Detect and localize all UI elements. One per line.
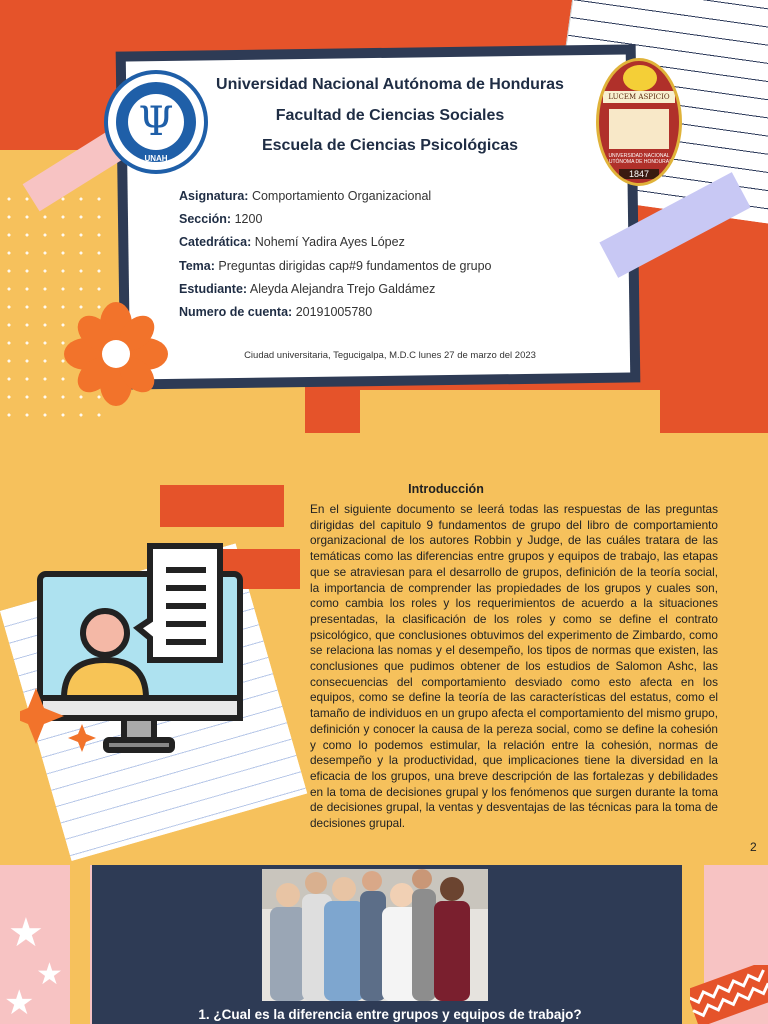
- introduction-slide: [0, 433, 768, 865]
- intro-paragraph: En el siguiente documento se leerá todas las respuestas de las preguntas dirigidas del capitulo 9 fundamentos de grupo del libro de comportamiento organizacional de los autores Robbin y Judge, de las cuáles tratara de las temáticas como las diferencias entre grupos y equipos de trabajo, las etapas que se atraviesan para el desarrollo de grupos, definición de la teoría social, la importancia de comprender las propiedades de los grupos y cuales son, como cambia los roles y los requerimientos de acuerdo a la situaciones presentadas, la clasificación de los roles y como se define el contrato psicológico, que conclusiones obtuvimos del experimento de Zimbardo, como se relaciona las nomas y el desempeño, los tipos de normas que existen, las conclusiones que pudimos obtener de los estudios de Salomon Ashc, las consecuencias del comportamiento desviado como esto afecta en los equipos, como se define la teoría de las características del estatus, como el tamaño de individuos en un grupo afecta el comportamiento del mismo grupo, definición y conocer la causa de la pereza social, como se define la cohesión y como lo podemos estimular, la relación entre la cohesión, normas de desempeño y la productividad, que implicaciones tiene la diversidad en la eficacia de los grupos, una breve descripción de las fortalezas y debilidades en la toma de decisiones grupal y los fenómenos que surgen durante la toma de decisiones grupal, la ventas y desventajas de las técnicas para la toma de decisiones grupal.: [310, 502, 718, 831]
- yellow-strip: [360, 390, 660, 433]
- orange-zigzag-tape-icon: [690, 965, 768, 1024]
- section-title: Introducción: [408, 482, 484, 496]
- university-name: Universidad Nacional Autónoma de Honduras: [216, 76, 564, 93]
- title-slide: [0, 0, 768, 433]
- yellow-strip-left: [70, 865, 90, 1024]
- question-heading: 1. ¿Cual es la diferencia entre grupos y equipos de trabajo?: [198, 1007, 582, 1022]
- logo-unah-label: UNAH: [144, 154, 168, 163]
- seal-year: 1847: [619, 169, 659, 179]
- red-bar-decoration: [160, 485, 284, 527]
- field-account-number: Numero de cuenta: 20191005780: [179, 305, 373, 319]
- star-icon: ★: [8, 911, 44, 955]
- team-photo: [262, 869, 488, 1001]
- sun-icon: [623, 65, 657, 91]
- seal-motto: LUCEM ASPICIO: [603, 91, 675, 103]
- psi-symbol-icon: Ψ: [128, 94, 184, 150]
- star-icon: ★: [4, 984, 35, 1022]
- field-subject: Asignatura: Comportamiento Organizacional: [179, 189, 432, 203]
- field-student: Estudiante: Aleyda Alejandra Trejo Galdámez: [179, 282, 436, 296]
- page-number: 2: [750, 840, 757, 854]
- flower-icon: [62, 300, 170, 408]
- video-call-monitor-icon: [20, 538, 255, 763]
- question-slide: [0, 865, 768, 1024]
- field-topic: Tema: Preguntas dirigidas cap#9 fundamentos de grupo: [179, 259, 492, 273]
- school-name: Escuela de Ciencias Psicológicas: [261, 137, 519, 154]
- place-date: Ciudad universitaria, Tegucigalpa, M.D.C lunes 27 de marzo del 2023: [244, 350, 536, 361]
- faculty-name: Facultad de Ciencias Sociales: [275, 107, 505, 124]
- star-icon: ★: [36, 958, 63, 991]
- seal-text: UNIVERSIDAD NACIONAL AUTÓNOMA DE HONDURAS: [605, 153, 673, 165]
- field-section: Sección: 1200: [179, 212, 263, 226]
- field-professor: Catedrática: Nohemí Yadira Ayes López: [179, 235, 405, 249]
